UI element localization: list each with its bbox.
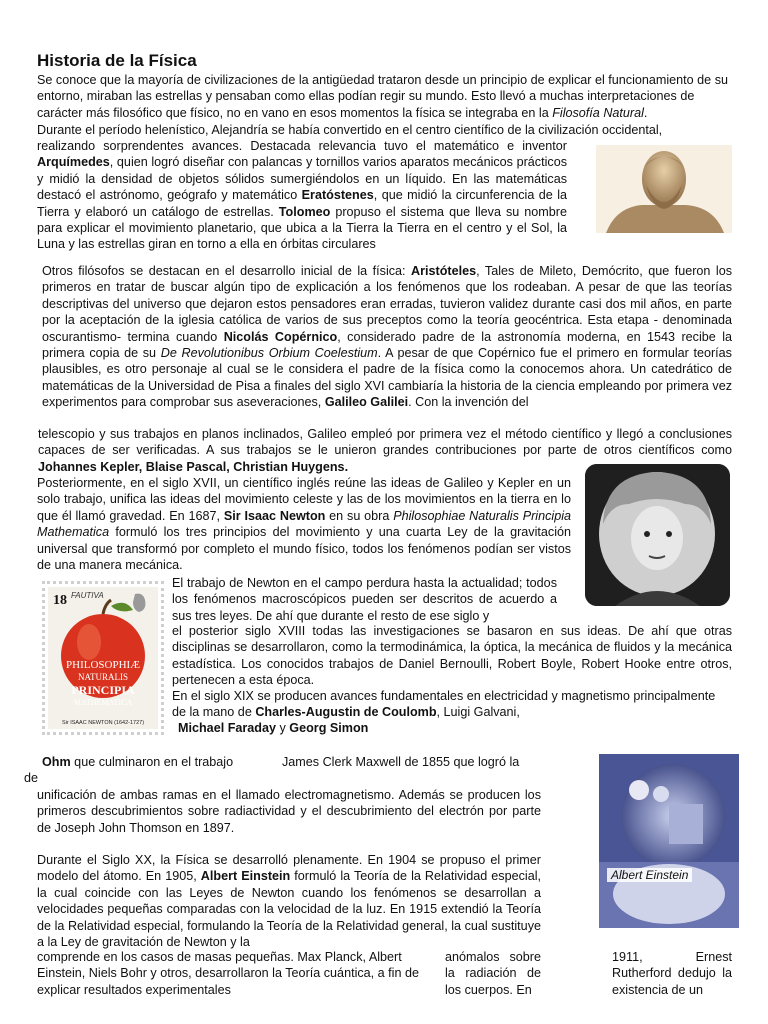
stamp-bottom-text: Sir ISAAC NEWTON (1642-1727) bbox=[61, 720, 145, 726]
stamp-top-text: FAUTIVA bbox=[71, 591, 104, 600]
paragraph-quantum-col3: 1911, Ernest Rutherford dedujo la existencia de un bbox=[612, 950, 732, 997]
einstein-collage-drawing bbox=[599, 754, 739, 928]
paragraph-de-word: de bbox=[24, 771, 39, 785]
stamp-drawing bbox=[45, 584, 161, 732]
stamp-title-2: NATURALIS bbox=[77, 672, 129, 682]
paragraph-newton-legacy: El trabajo de Newton en el campo perdura hasta la actualidad; todos los fenómenos macroscópicos pueden ser descritos de acuerdo a sus tres leyes. De ahí que durante el resto de ese siglo y bbox=[172, 576, 557, 623]
page-title: Historia de la Física bbox=[37, 51, 197, 70]
paragraph-18th-century: el posterior siglo XVIII todas las investigaciones se basaron en sus ideas. De ahí que otras disciplinas se desarrollaron, como la termodinámica, la óptica, la mecánica de fluidos y la mecánica estadística. Los conocidos trabajos de Daniel Bernoulli, Robert Boyle, Robert Hooke entre otros, pertenecen a esta época. bbox=[172, 624, 732, 688]
principia-stamp-image bbox=[42, 581, 164, 735]
paragraph-quantum-col1: comprende en los casos de masas pequeñas. Max Planck, Albert Einstein, Niels Bohr y otros, desarrollaron la Teoría cuántica, a fin de explicar resultados experimentales bbox=[37, 950, 419, 997]
paragraph-helenistic: Durante el período helenístico, Alejandría se había convertido en el centro científico de la civilización occidental, bbox=[37, 123, 663, 137]
paragraph-galileo: telescopio y sus trabajos en planos inclinados, Galileo empleó por primera vez el método científico y llegó a conclusiones capaces de ser verificadas. A sus trabajos se le unieron grandes contribuciones por parte de otros científicos como Johannes Kepler, Blaise Pascal, Christian Huygens. bbox=[38, 427, 732, 474]
newton-portrait-image bbox=[585, 464, 730, 606]
aristotle-bust-drawing bbox=[596, 145, 732, 233]
paragraph-ohm-line: Ohm que culminaron en el trabajo bbox=[42, 755, 234, 769]
paragraph-maxwell-line: James Clerk Maxwell de 1855 que logró la bbox=[282, 755, 520, 769]
einstein-collage-image bbox=[599, 754, 739, 928]
aristotle-bust-image bbox=[596, 145, 732, 233]
stamp-title-4: MATHEMATICA bbox=[73, 698, 133, 707]
paragraph-20th-century: Durante el Siglo XX, la Física se desarrolló plenamente. En 1904 se propuso el primer modelo del átomo. En 1905, Albert Einstein formuló la Teoría de la Relatividad especial, la cual coincide con las Leyes de Newton cuando los fenómenos se desarrollan a velocidades pequeñas comparadas con la velocidad de la luz. En 1915 extendió la Teoría de la Relatividad especial, formulando la Teoría de la Relatividad general, la cual sustituye a la Ley de gravitación de Newton y la bbox=[37, 853, 541, 950]
paragraph-19th-century: En el siglo XIX se producen avances fundamentales en electricidad y magnetismo principalmente de la mano de Charles-Augustin de Coulomb, Luigi Galvani, bbox=[172, 689, 716, 720]
newton-portrait-drawing bbox=[585, 464, 730, 606]
einstein-caption: Albert Einstein bbox=[607, 868, 692, 882]
paragraph-faraday-line: Michael Faraday y Georg Simon bbox=[178, 721, 369, 735]
paragraph-intro: Se conoce que la mayoría de civilizaciones de la antigüedad trataron desde un principio de explicar el funcionamiento de su entorno, miraban las estrellas y pensaban como ellas podían regir su mundo. Esto llevó a muchas interpretaciones de carácter más filosófico que físico, no en vano en esos momentos la física se integraba en la Filosofía Natural. bbox=[37, 73, 728, 120]
paragraph-newton: Posteriormente, en el siglo XVII, un científico inglés reúne las ideas de Galileo y Kepler en un solo trabajo, unifica las ideas del movimiento celeste y las de los movimientos en la tierra en lo que él llamó gravedad. En 1687, Sir Isaac Newton en su obra Philosophiae Naturalis Principia Mathematica formuló los tres principios del movimiento y una cuarta Ley de la gravitación universal que transformó por completo el mundo físico, todos los fenómenos podían ser vistos de una manera mecánica. bbox=[37, 476, 572, 573]
paragraph-archimedes: realizando sorprendentes avances. Destacada relevancia tuvo el matemático e inventor Arquímedes, quien logró diseñar con palancas y tornillos varios aparatos mecánicos prácticos y midió la densidad de objetos sólidos sumergiéndolos en un líquido. En las matemáticas destacó el astrónomo, geógrafo y matemático Eratóstenes, que midió la circunferencia de la Tierra y elaboró un catálogo de estrellas. Tolomeo propuso el sistema que lleva su nombre para explicar el movimiento planetario, que ubica a la Tierra la Tierra en el centro y el Sol, la Luna y las estrellas giran en torno a ella en órbitas circulares bbox=[37, 139, 568, 252]
stamp-title-3: PRINCIPIA bbox=[71, 683, 135, 697]
paragraph-quantum-col2: anómalos sobre la radiación de los cuerpos. En bbox=[445, 950, 541, 997]
paragraph-philosophers: Otros filósofos se destacan en el desarrollo inicial de la física: Aristóteles, Tales de Mileto, Demócrito, que fueron los primeros en tratar de buscar algún tipo de explicación a los fenómenos que los rodeaban. A pesar de que las teorías descriptivas del universo que dejaron estos pensadores eran erradas, tuvieron validez durante casi dos mil años, en parte por la aceptación de la iglesia católica de varios de sus preceptos como la teoría geocéntrica. Esta etapa - denominada oscurantismo- termina cuando Nicolás Copérnico, considerado padre de la astronomía moderna, en 1543 recibe la primera copia de su De Revolutionibus Orbium Coelestium. A pesar de que Copérnico fue el primero en formular teorías plausibles, es otro personaje al cual se le considera el padre de la física como la conocemos ahora. Un catedrático de matemáticas de la Universidad de Pisa a finales del siglo XVI cambiaría la historia de la ciencia empleando por primera vez experimentos para comprobar sus aseveraciones, Galileo Galilei. Con la invención del bbox=[42, 264, 733, 410]
stamp-value: 18 bbox=[53, 593, 67, 608]
stamp-title-1: PHILOSOPHIÆ bbox=[66, 659, 140, 671]
paragraph-electromagnetism: unificación de ambas ramas en el llamado electromagnetismo. Además se producen los primeros descubrimientos sobre radiactividad y el descubrimiento del electrón por parte de Joseph John Thomson en 1897. bbox=[37, 788, 541, 835]
